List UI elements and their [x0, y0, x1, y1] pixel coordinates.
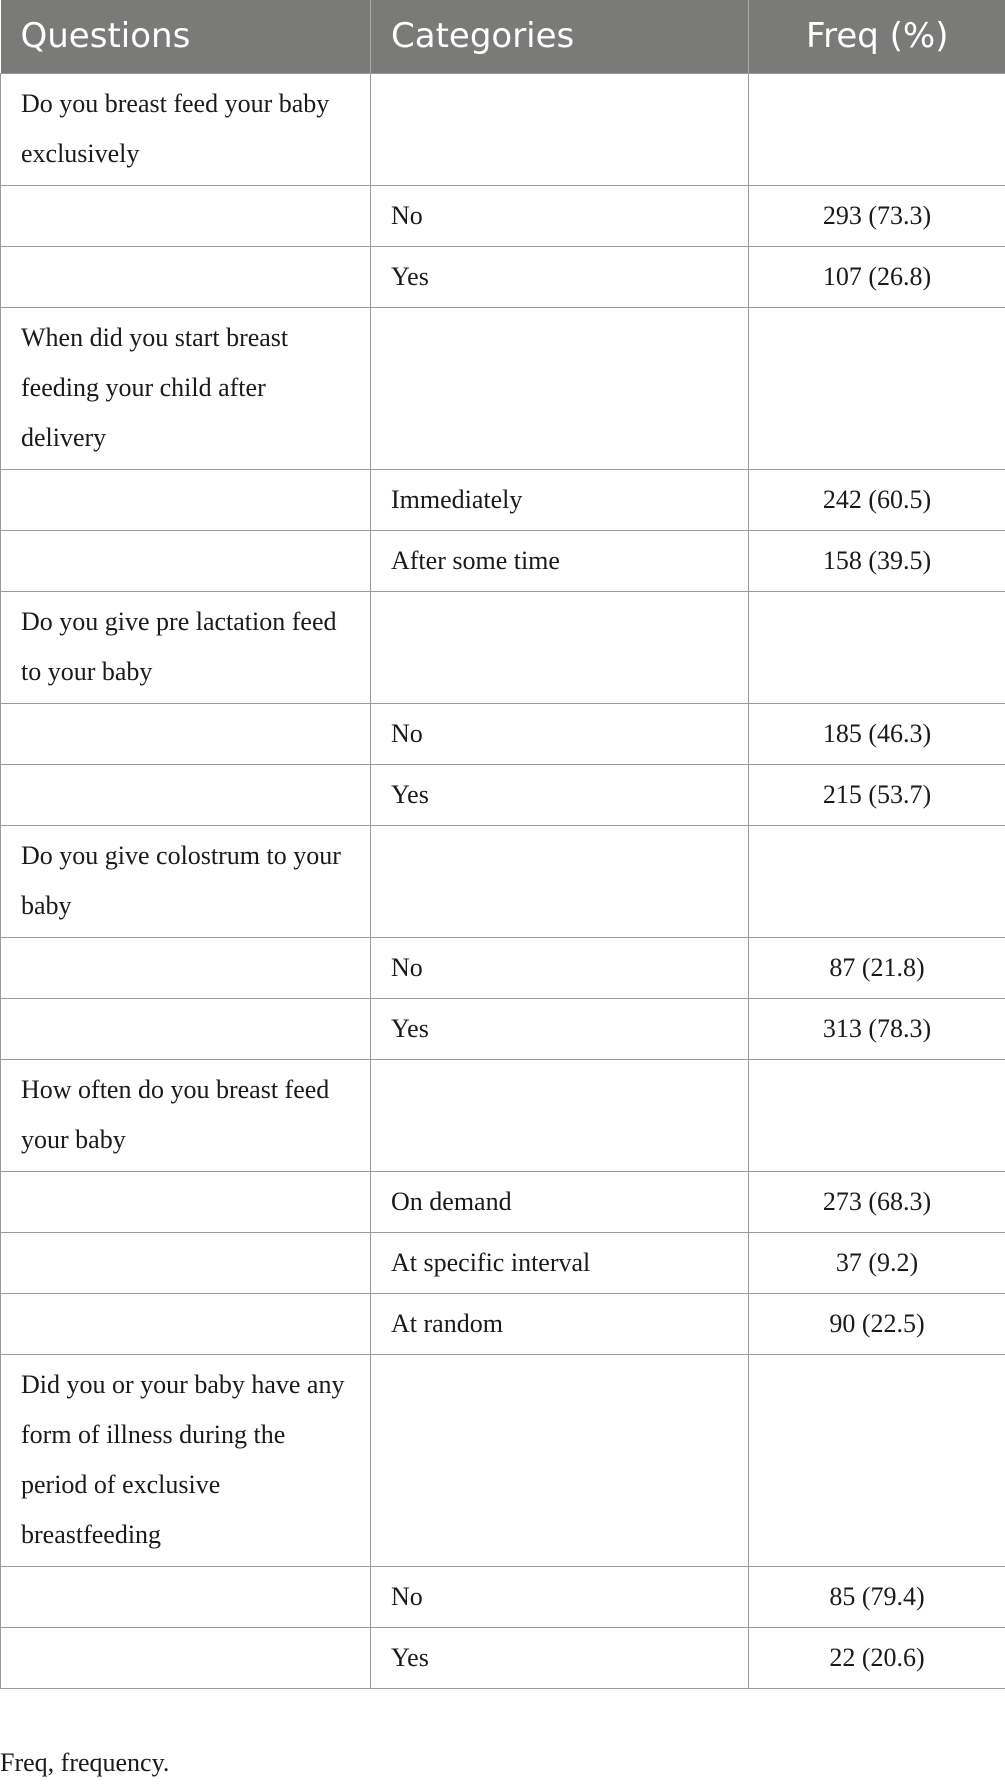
category-cell: After some time [371, 530, 749, 591]
category-cell: No [371, 1566, 749, 1627]
category-cell [371, 1059, 749, 1171]
table-row [1, 307, 1005, 469]
category-cell: Immediately [371, 469, 749, 530]
table-row [1, 591, 1005, 703]
freq-cell: 158 (39.5) [749, 530, 1005, 591]
table-header [1, 0, 1005, 73]
header-categories: Categories [371, 0, 749, 73]
freq-cell [749, 73, 1005, 185]
table-row [1, 73, 1005, 185]
table-row [1, 998, 1005, 1059]
table-row [1, 937, 1005, 998]
category-cell: Yes [371, 246, 749, 307]
table-row [1, 764, 1005, 825]
category-cell: At random [371, 1293, 749, 1354]
table-row [1, 246, 1005, 307]
question-cell [1, 530, 371, 591]
freq-cell: 87 (21.8) [749, 937, 1005, 998]
category-cell: Yes [371, 764, 749, 825]
freq-cell: 37 (9.2) [749, 1232, 1005, 1293]
question-cell [1, 1293, 371, 1354]
question-cell: When did you start breast feeding your child after delivery [1, 307, 371, 469]
category-cell: No [371, 185, 749, 246]
freq-cell: 215 (53.7) [749, 764, 1005, 825]
header-row [1, 0, 1005, 73]
table-footnote: Freq, frequency. [0, 1748, 170, 1777]
category-cell: Yes [371, 998, 749, 1059]
question-cell [1, 998, 371, 1059]
table-row [1, 530, 1005, 591]
table-body [1, 73, 1005, 1688]
question-cell: Do you breast feed your baby exclusively [1, 73, 371, 185]
freq-cell: 313 (78.3) [749, 998, 1005, 1059]
question-cell [1, 246, 371, 307]
category-cell [371, 1354, 749, 1566]
table-row [1, 703, 1005, 764]
question-cell: How often do you breast feed your baby [1, 1059, 371, 1171]
table-row [1, 825, 1005, 937]
header-questions: Questions [1, 0, 371, 73]
freq-cell [749, 1354, 1005, 1566]
category-cell: No [371, 703, 749, 764]
table-row [1, 469, 1005, 530]
category-cell [371, 73, 749, 185]
header-freq: Freq (%) [749, 0, 1005, 73]
category-cell: Yes [371, 1627, 749, 1688]
table-row [1, 1566, 1005, 1627]
table-row [1, 1354, 1005, 1566]
category-cell [371, 825, 749, 937]
freq-cell: 242 (60.5) [749, 469, 1005, 530]
category-cell [371, 591, 749, 703]
freq-cell [749, 591, 1005, 703]
table-row [1, 1059, 1005, 1171]
question-cell [1, 185, 371, 246]
question-cell [1, 1566, 371, 1627]
freq-cell: 293 (73.3) [749, 185, 1005, 246]
freq-cell [749, 825, 1005, 937]
question-cell [1, 1627, 371, 1688]
table-row [1, 1627, 1005, 1688]
freq-cell: 185 (46.3) [749, 703, 1005, 764]
question-cell [1, 1171, 371, 1232]
question-cell: Did you or your baby have any form of illness during the period of exclusive breastfeeding [1, 1354, 371, 1566]
freq-cell: 90 (22.5) [749, 1293, 1005, 1354]
table-row [1, 185, 1005, 246]
question-cell: Do you give pre lactation feed to your baby [1, 591, 371, 703]
freq-cell [749, 307, 1005, 469]
question-cell [1, 703, 371, 764]
table-row [1, 1293, 1005, 1354]
category-cell: On demand [371, 1171, 749, 1232]
question-cell [1, 1232, 371, 1293]
question-cell [1, 469, 371, 530]
freq-cell: 273 (68.3) [749, 1171, 1005, 1232]
freq-cell: 107 (26.8) [749, 246, 1005, 307]
question-cell [1, 937, 371, 998]
question-cell: Do you give colostrum to your baby [1, 825, 371, 937]
category-cell: At specific interval [371, 1232, 749, 1293]
category-cell [371, 307, 749, 469]
table-row [1, 1171, 1005, 1232]
freq-cell: 22 (20.6) [749, 1627, 1005, 1688]
table-row [1, 1232, 1005, 1293]
question-cell [1, 764, 371, 825]
freq-cell: 85 (79.4) [749, 1566, 1005, 1627]
freq-cell [749, 1059, 1005, 1171]
category-cell: No [371, 937, 749, 998]
